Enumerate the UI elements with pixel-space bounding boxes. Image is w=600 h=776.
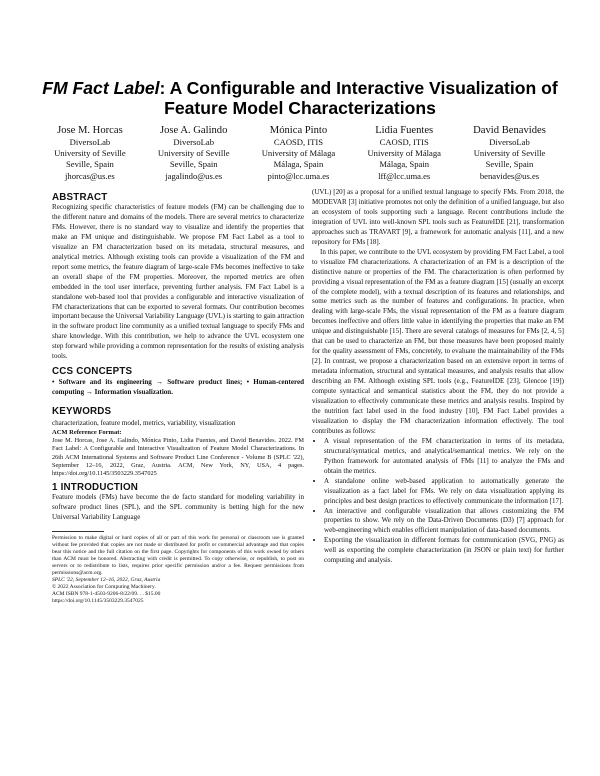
author-name: Mónica Pinto (269, 125, 328, 136)
footnote-divider (52, 531, 104, 532)
author-location: Málaga, Spain (379, 159, 430, 170)
author-name: Jose A. Galindo (160, 125, 228, 136)
contribution-paragraph: In this paper, we contribute to the UVL ecosystem by providing FM Fact Label, a tool to visualize FM characterizations. A characterization of an FM is a description of the distinctive nature or properties of the FM. The characterization is often performed by providing a visual representation of the FM as a feature diagram [15] (usually an excerpt of the complete model), with a textual description of its features and relationships, and some metrics such as the number of features and configurations. In practice, when dealing with large-scale FMs, the visual representation of the FM as a feature diagram becomes ineffective and offers little value in identifying the properties that make an FM unique and distinguishable [15]. There are several catalogs of measures for FMs [2, 4, 5] that can be used to characterize an FM, but those measures have been proposed mainly for the quality assessment of FMs, concretely, to evaluate the maintainability of the FMs [2]. In contrast, we propose a characterization based on an extensive report in terms of metadata information, structural and syntatical measures, and analysis results that allow describing an FM. Although existing SPL tools (e.g., FeatureIDE [23], Glencoe [19]) compute syntactical and semantical statistics about the FM, they do not provide a visualization to effectively communicate these metrics and analysis results. Inspired by the nutrition fact label used in the food industry [10], FM Fact Label provides a visualization to display the FM characterization information effectively. The tool contributes as follows: (312, 247, 564, 435)
ccs-text: • Software and its engineering → Software product lines; • Human-centered computing → Information visualization. (52, 378, 304, 397)
left-column (52, 192, 304, 606)
keywords-text: characterization, feature model, metrics, variability, visualization (52, 419, 236, 428)
copyright-line: © 2022 Association for Computing Machinery. (52, 584, 156, 591)
author-affiliation: DiversoLab (173, 137, 214, 147)
uvl-paragraph: (UVL) [20] as a proposal for a unified textual language to specify FMs. From 2018, the MODEVAR [3] initiative promotes not only the definition of a unified language, but also an ecosystem of tools supporting such a language. Recent contributions include the integration of UVL into well-known SPL tools such as FeatureIDE [21], transformation approaches such as TRAVART [9], a framework for automatic analysis [11], and a new repository for FMs [18]. (312, 188, 564, 246)
doi-line: https://doi.org/10.1145/3503229.3547025 (52, 598, 144, 605)
author-email: pinto@lcc.uma.es (267, 170, 330, 181)
author-block (367, 124, 441, 182)
author-affiliation: CAOSD, ITIS (273, 137, 324, 147)
author-email: jhorcas@us.es (65, 170, 115, 181)
list-item: • A visual representation of the FM characterization in terms of its metadata, structural/syntatical metrics, and analytical/semantical metrics. We rely on the Python framework for automated analysis of FMs [11] to analyze the FMs and obtain the metrics. (324, 437, 564, 477)
paper-title (40, 78, 560, 118)
conference-line: SPLC '22, September 12–16, 2022, Graz, Austria (52, 577, 161, 584)
author-location: Málaga, Spain (273, 159, 324, 170)
permission-notice: Permission to make digital or hard copies of all or part of this work for personal or classroom use is granted without fee provided that copies are not made or distributed for profit or commercial advantage and that copies bear this notice and the full citation on the first page. Copyrights for components of this work owned by others than ACM must be honored. Abstracting with credit is permitted. To copy otherwise, or republish, to post on servers or to redistribute to lists, requires prior specific permission and/or a fee. Request permissions from permissions@acm.org. (52, 534, 304, 577)
author-name: David Benavides (473, 125, 546, 136)
author-email: benavides@us.es (479, 170, 540, 181)
list-item: • An interactive and configurable visualization that allows customizing the FM properties to show. We rely on the Data-Driven Documents (D3) [7] approach for web-engineering which enables efficient manipulation of data-based documents. (324, 507, 564, 537)
isbn-line: ACM ISBN 978-1-4503-9206-8/22/09. . . $15.00 (52, 591, 161, 598)
author-institution: University of Seville (473, 148, 546, 159)
author-list (38, 124, 562, 182)
contribution-list (312, 437, 564, 566)
author-location: Seville, Spain (169, 159, 218, 170)
author-block (54, 124, 126, 182)
author-institution: University of Málaga (261, 148, 336, 159)
author-affiliation: CAOSD, ITIS (379, 137, 429, 147)
reference-heading: ACM Reference Format: (52, 429, 122, 437)
right-column (312, 188, 564, 566)
introduction-heading: 1 INTRODUCTION (52, 481, 139, 493)
author-location: Seville, Spain (66, 159, 114, 170)
author-block (262, 124, 336, 182)
title-lead: FM Fact Label (42, 78, 160, 98)
author-block (473, 124, 546, 182)
author-affiliation: DiversoLab (69, 137, 111, 147)
author-block (158, 124, 230, 182)
author-affiliation: DiversoLab (489, 137, 530, 147)
author-institution: University of Seville (157, 148, 230, 159)
reference-text: Jose M. Horcas, Jose A. Galindo, Mónica Pinto, Lidia Fuentes, and David Benavides. 2022. FM Fact Label: A Configurable and Interactive Visualization of Feature Model Characterizations. In 26th ACM International Systems and Software Product Line Conference - Volume B (SPLC '22), September 12–16, 2022, Graz, Austria. ACM, New York, NY, USA, 4 pages. https://doi.org/10.1145/3503229.3547025 (52, 437, 304, 477)
list-item: • A standalone online web-based application to automatically generate the visualization as a fact label for FMs. We rely on data visualization applying its principles and best design practices to effectively communicate the information [17]. (324, 477, 564, 507)
author-name: Jose M. Horcas (57, 125, 123, 136)
title-rest: : A Configurable and Interactive Visualization of Feature Model Characterizations (159, 78, 558, 118)
abstract-text: Recognizing specific characteristics of feature models (FM) can be challenging due to the different nature and domains of the models. There are several metrics to characterize FMs. However, there is no standard way to visualize and identify the properties that make an FM unique and distinguishable. We propose FM Fact Label as a tool to visualize an FM characterization based on its metadata, structural measures, and analytical metrics. Although existing tools can provide a visualization of the FM and report some metrics, the feature diagram of large-scale FMs becomes ineffective to take an overall shape of the FM properties. Moreover, the reported metrics are often embedded in the tool user interface, preventing further analysis. FM Fact Label is a standalone web-based tool that provides a configurable and interactive visualization of FM characterizations that can be exported to several formats. Our contribution becomes important because the Universal Variability Language (UVL) is starting to gain attraction in the software product line community as a unified textual language to specify FMs and share knowledge. With this contribution, we help to advance the UVL ecosystem one step forward while providing a common representation for the results of existing analysis tools. (52, 203, 304, 361)
author-institution: University of Málaga (367, 148, 441, 159)
author-location: Seville, Spain (485, 159, 534, 170)
abstract-heading: ABSTRACT (52, 192, 108, 203)
keywords-heading: KEYWORDS (52, 406, 112, 418)
author-email: jagalindo@us.es (165, 170, 223, 181)
ccs-heading: CCS CONCEPTS (52, 366, 133, 378)
list-item: • Exporting the visualization in different formats for communication (SVG, PNG) as well as exporting the complete characterization (in JSON or plain text) for further computing and analysis. (324, 536, 564, 566)
author-email: lff@lcc.uma.es (378, 170, 431, 181)
introduction-text: Feature models (FMs) have become the de facto standard for modeling variability in software product lines (SPL), and the SPL community is betting high for the new Universal Variability Language (52, 492, 304, 521)
author-name: Lidia Fuentes (375, 125, 434, 136)
author-institution: University of Seville (54, 148, 126, 159)
